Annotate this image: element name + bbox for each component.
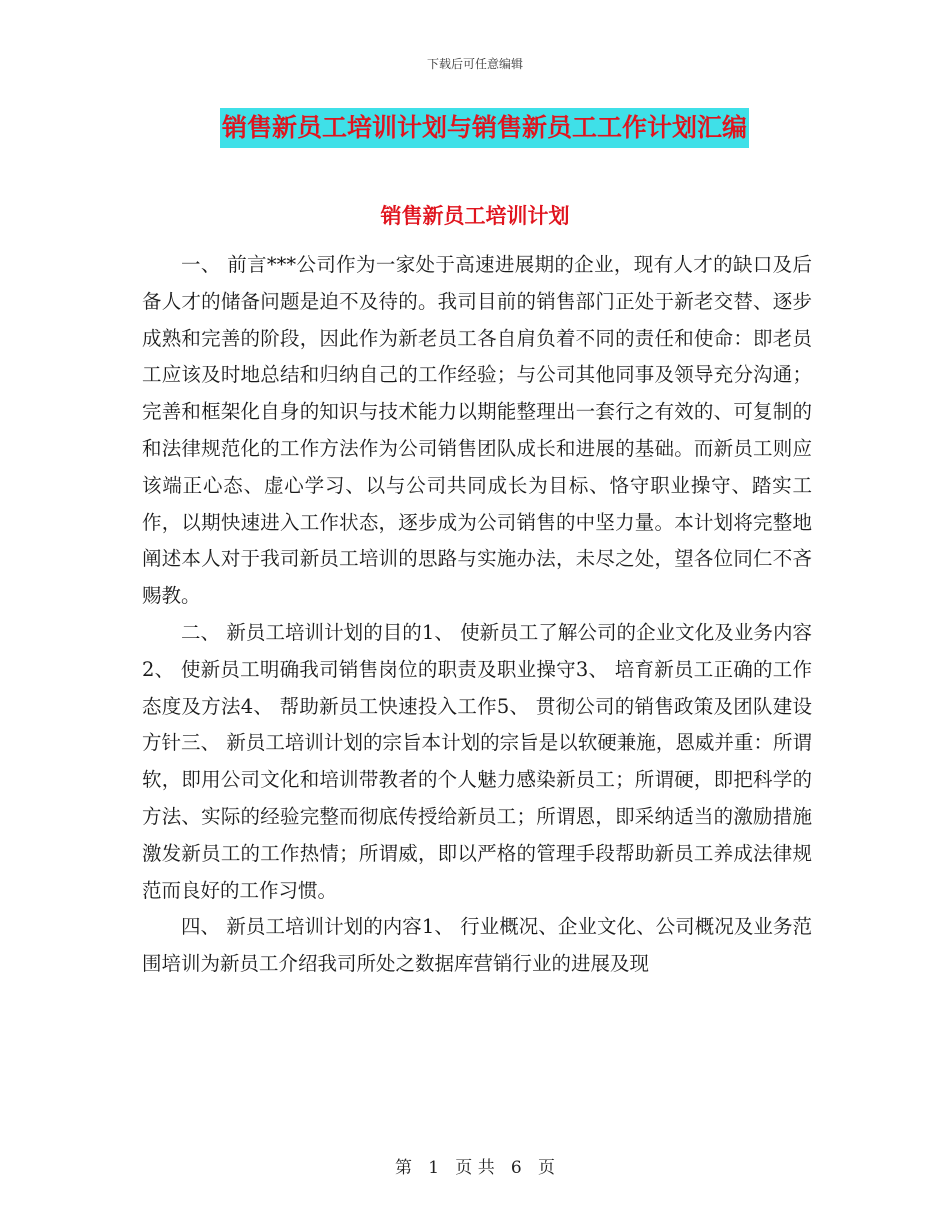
footer-total-pages: 6 — [510, 1158, 522, 1178]
footer-label-page: 第 — [395, 1158, 413, 1178]
footer-label-of: 页 共 — [455, 1158, 495, 1178]
section-title: 销售新员工培训计划 — [380, 203, 570, 228]
footer-current-page: 1 — [428, 1158, 440, 1178]
page-footer — [0, 1153, 950, 1178]
footer-label-end: 页 — [537, 1158, 555, 1178]
paragraph-purpose: 二、 新员工培训计划的目的1、 使新员工了解公司的企业文化及业务内容2、 使新员工明确我司销售岗位的职责及职业操守3、 培育新员工正确的工作态度及方法4、 帮助新员工快速投入工作5、 贯彻公司的销售政策及团队建设方针三、 新员工培训计划的宗旨本计划的宗旨是以软硬兼施，恩威并重：所谓软，即用公司文化和培训带教者的个人魅力感染新员工；所谓硬，即把科学的方法、实际的经验完整而彻底传授给新员工；所谓恩，即采纳适当的激励措施激发新员工的工作热情；所谓威，即以严格的管理手段帮助新员工养成法律规范而良好的工作习惯。 — [142, 620, 812, 902]
paragraph-content: 四、 新员工培训计划的内容1、 行业概况、企业文化、公司概况及业务范围培训为新员工介绍我司所处之数据库营销行业的进展及现 — [142, 915, 812, 976]
paragraph-preface: 一、 前言***公司作为一家处于高速进展期的企业，现有人才的缺口及后备人才的储备问题是迫不及待的。我司目前的销售部门正处于新老交替、逐步成熟和完善的阶段，因此作为新老员工各自肩负着不同的责任和使命：即老员工应该及时地总结和归纳自己的工作经验；与公司其他同事及领导充分沟通；完善和框架化自身的知识与技术能力以期能整理出一套行之有效的、可复制的和法律规范化的工作方法作为公司销售团队成长和进展的基础。而新员工则应该端正心态、虚心学习、以与公司共同成长为目标、恪守职业操守、踏实工作，以期快速进入工作状态，逐步成为公司销售的中坚力量。本计划将完整地阐述本人对于我司新员工培训的思路与实施办法，未尽之处，望各位同仁不吝赐教。 — [142, 253, 812, 608]
page-header-note: 下载后可任意编辑 — [426, 57, 523, 71]
document-title: 销售新员工培训计划与销售新员工工作计划汇编 — [220, 108, 749, 148]
document-body — [142, 247, 812, 983]
